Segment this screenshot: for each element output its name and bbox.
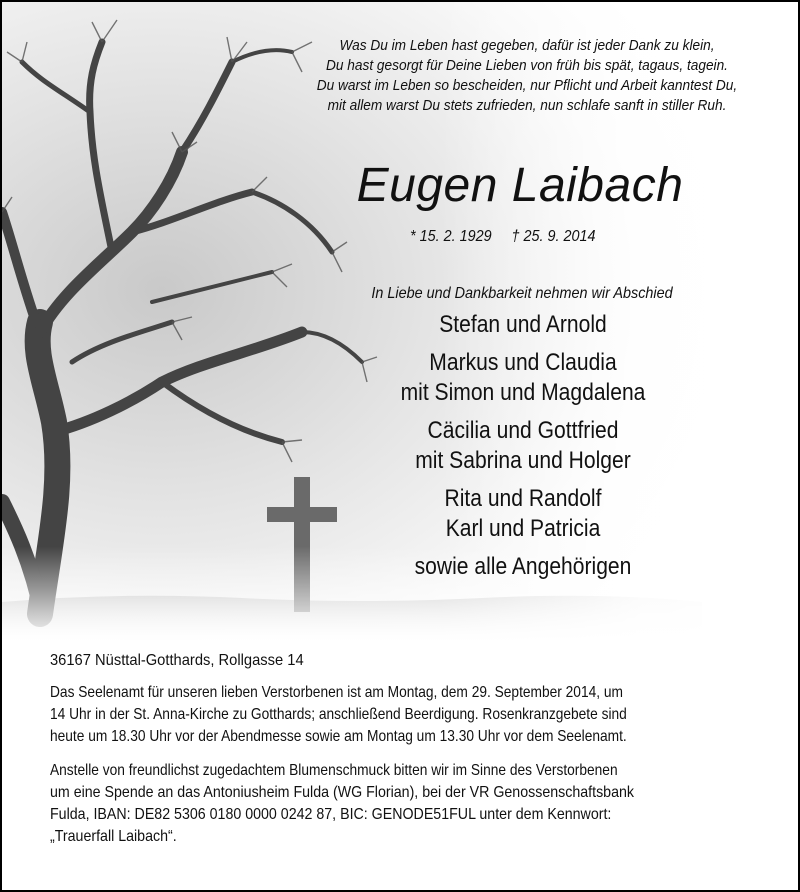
donation-line: „Trauerfall Laibach“. [50,828,177,845]
service-line: Das Seelenamt für unseren lieben Verstorbenen ist am Montag, dem 29. September 2014, um [50,684,623,701]
mourner-line: Cäcilia und Gottfried [427,417,619,444]
mourner-line: sowie alle Angehörigen [414,553,632,580]
mourner-line: Stefan und Arnold [439,311,607,338]
service-line: heute um 18.30 Uhr vor der Abendmesse sowie am Montag um 13.30 Uhr vor dem Seelenamt. [50,728,627,745]
donation-request [50,760,752,848]
mourners-list [342,310,703,582]
donation-line: Anstelle von freundlichst zugedachtem Blumenschmuck bitten wir im Sinne des Verstorbenen [50,762,618,779]
mourner-line: mit Sabrina und Holger [415,447,631,474]
mourner-line: Markus und Claudia [429,349,617,376]
farewell-line: In Liebe und Dankbarkeit nehmen wir Abschied [371,285,673,302]
death-date: † 25. 9. 2014 [511,228,596,245]
mourner-line: Rita und Randolf [444,485,602,512]
poem-line: Du hast gesorgt für Deine Lieben von früh bis spät, tagaus, tagein. [326,57,728,74]
poem-line: Was Du im Leben hast gegeben, dafür ist jeder Dank zu klein, [339,37,715,54]
poem-line: mit allem warst Du stets zufrieden, nun schlafe sanft in stiller Ruh. [327,97,727,114]
donation-line: Fulda, IBAN: DE82 5306 0180 0000 0242 87, BIC: GENODE51FUL unter dem Kennwort: [50,806,612,823]
service-details [50,682,752,748]
memorial-poem [289,36,766,116]
donation-line: um eine Spende an das Antoniusheim Fulda (WG Florian), bei der VR Genossenschaftsbank [50,784,635,801]
birth-date: * 15. 2. 1929 [410,228,492,245]
life-dates [410,226,626,248]
poem-line: Du warst im Leben so bescheiden, nur Pflicht und Arbeit kanntest Du, [316,77,738,94]
service-line: 14 Uhr in der St. Anna-Kirche zu Gotthards; anschließend Beerdigung. Rosenkranzgebete sind [50,706,627,723]
family-address: 36167 Nüsttal-Gotthards, Rollgasse 14 [50,652,304,669]
mourner-line: mit Simon und Magdalena [400,379,646,406]
mourner-line: Karl und Patricia [445,515,601,542]
deceased-name: Eugen Laibach [356,159,684,212]
